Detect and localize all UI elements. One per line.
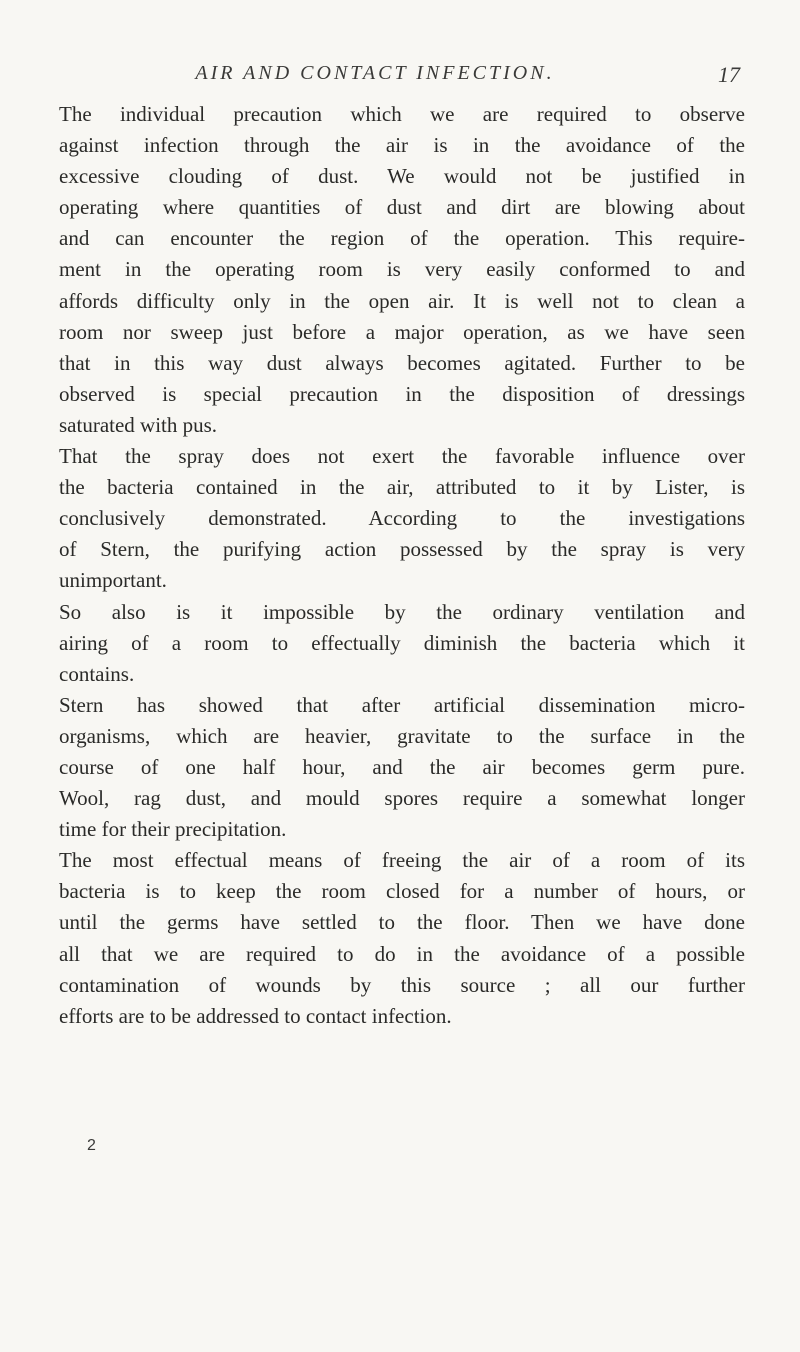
text-line: organisms, which are heavier, gravitate to the surface in the — [59, 723, 745, 748]
text-line: of Stern, the purifying action possessed by the spray is very — [59, 537, 745, 562]
text-line: all that we are required to do in the avoidance of a possible — [59, 941, 745, 966]
text-line: that in this way dust always becomes agitated. Further to be — [59, 350, 745, 375]
text-line: contamination of wounds by this source ; all our further — [59, 972, 745, 997]
signature-mark: 2 — [87, 1137, 96, 1154]
text-line: course of one half hour, and the air becomes germ pure. — [59, 754, 745, 779]
page-number: 17 — [718, 62, 740, 87]
text-line: airing of a room to effectually diminish the bacteria which it — [59, 630, 745, 655]
text-line: conclusively demonstrated. According to the investigations — [59, 506, 745, 531]
running-head — [60, 62, 740, 92]
text-line: excessive clouding of dust. We would not be justified in — [59, 164, 745, 189]
text-line: unimportant. — [59, 568, 167, 593]
text-line: bacteria is to keep the room closed for a number of hours, or — [59, 879, 745, 904]
text-line: efforts are to be addressed to contact infection. — [59, 1003, 452, 1028]
running-title: AIR AND CONTACT INFECTION. — [195, 62, 555, 84]
text-line: until the germs have settled to the floor. Then we have done — [59, 910, 745, 935]
text-line: That the spray does not exert the favorable influence over — [59, 444, 745, 469]
text-line: The most effectual means of freeing the air of a room of its — [59, 848, 745, 873]
text-line: affords difficulty only in the open air. It is well not to clean a — [59, 288, 745, 313]
text-line: and can encounter the region of the operation. This require- — [59, 226, 745, 251]
text-line: So also is it impossible by the ordinary ventilation and — [59, 599, 745, 624]
text-line: against infection through the air is in the avoidance of the — [59, 133, 745, 158]
body-text — [59, 99, 745, 1032]
text-line: ment in the operating room is very easily conformed to and — [59, 257, 745, 282]
text-line: Stern has showed that after artificial dissemination micro- — [59, 692, 745, 717]
text-line: room nor sweep just before a major operation, as we have seen — [59, 319, 745, 344]
text-line: time for their precipitation. — [59, 817, 287, 842]
text-line: observed is special precaution in the disposition of dressings — [59, 381, 745, 406]
text-line: the bacteria contained in the air, attributed to it by Lister, is — [59, 475, 745, 500]
text-line: Wool, rag dust, and mould spores require a somewhat longer — [59, 786, 745, 811]
text-line: The individual precaution which we are required to observe — [59, 102, 745, 126]
text-line: saturated with pus. — [59, 412, 218, 437]
text-line: operating where quantities of dust and dirt are blowing about — [59, 195, 745, 220]
text-line: contains. — [59, 661, 135, 686]
